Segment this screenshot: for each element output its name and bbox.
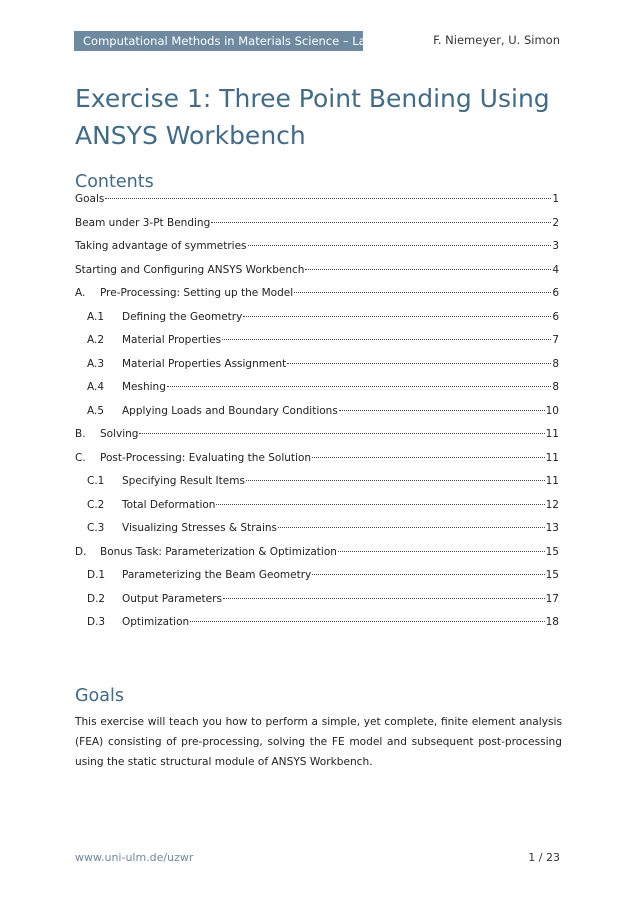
toc-dot-leader <box>211 222 551 223</box>
toc-entry-label: Solving <box>100 428 139 440</box>
toc-entry-page: 3 <box>552 240 559 252</box>
toc-entry-page: 10 <box>545 404 559 417</box>
toc-entry-page: 2 <box>552 216 559 229</box>
toc-entry[interactable] <box>75 499 559 523</box>
toc-entry[interactable] <box>75 193 559 217</box>
toc-dot-leader <box>105 198 551 199</box>
toc-entry-page: 17 <box>545 592 559 605</box>
toc-entry[interactable] <box>75 311 559 335</box>
header-course-badge: Computational Methods in Materials Science – Lab 1 <box>74 31 363 51</box>
footer-url-link[interactable]: www.uni-ulm.de/uzwr <box>75 851 194 864</box>
toc-entry-page: 7 <box>552 334 559 346</box>
toc-entry[interactable] <box>75 593 559 617</box>
toc-entry-number: A. <box>75 287 86 299</box>
toc-dot-leader <box>216 504 544 505</box>
toc-dot-leader <box>139 433 544 434</box>
toc-entry-number: A.1 <box>87 310 105 323</box>
toc-entry-page: 11 <box>545 428 559 440</box>
toc-entry-number: D.3 <box>87 616 106 628</box>
toc-entry[interactable] <box>75 569 559 593</box>
toc-entry[interactable] <box>75 217 559 241</box>
toc-entry-number: C.3 <box>87 522 105 534</box>
toc-entry[interactable] <box>75 334 559 358</box>
toc-entry[interactable] <box>75 358 559 382</box>
toc-entry[interactable] <box>75 546 559 570</box>
toc-entry-label: Pre-Processing: Setting up the Model <box>100 287 294 299</box>
toc-dot-leader <box>222 339 551 340</box>
toc-entry-page: 4 <box>552 263 559 276</box>
toc-entry-number: D.1 <box>87 569 106 581</box>
toc-entry-number: A.4 <box>87 381 105 393</box>
toc-entry[interactable] <box>75 522 559 546</box>
toc-entry[interactable] <box>75 240 559 264</box>
toc-entry-page: 1 <box>552 193 559 205</box>
toc-entry[interactable] <box>75 616 559 640</box>
toc-entry-label: Meshing <box>122 381 166 393</box>
toc-dot-leader <box>248 245 552 246</box>
toc-entry-page: 15 <box>545 569 559 581</box>
toc-entry-label: Parameterizing the Beam Geometry <box>122 569 312 581</box>
toc-entry-page: 11 <box>545 475 559 487</box>
toc-entry-number: A.5 <box>87 404 105 417</box>
toc-entry-page: 6 <box>552 287 559 299</box>
footer-page-number: 1 / 23 <box>528 851 560 864</box>
toc-entry-label: Goals <box>75 193 105 205</box>
toc-entry[interactable] <box>75 452 559 476</box>
toc-entry-label: Visualizing Stresses & Strains <box>122 522 277 534</box>
toc-entry-page: 18 <box>545 616 559 628</box>
toc-entry-page: 13 <box>545 522 559 534</box>
toc-dot-leader <box>278 527 545 528</box>
toc-entry-label: Material Properties Assignment <box>122 357 287 370</box>
toc-entry-label: Defining the Geometry <box>122 310 243 323</box>
toc-entry-number: A.3 <box>87 357 105 370</box>
toc-entry-page: 12 <box>545 498 559 511</box>
toc-entry-label: Output Parameters <box>122 592 222 605</box>
toc-entry[interactable] <box>75 475 559 499</box>
toc-entry-label: Specifying Result Items <box>122 475 245 487</box>
toc-entry[interactable] <box>75 287 559 311</box>
toc-entry-number: C.2 <box>87 498 105 511</box>
toc-dot-leader <box>338 551 545 552</box>
toc-entry-number: B. <box>75 428 86 440</box>
toc-entry-label: Material Properties <box>122 334 222 346</box>
toc-dot-leader <box>190 621 544 622</box>
toc-entry-label: Taking advantage of symmetries <box>75 240 247 252</box>
toc-dot-leader <box>287 363 551 364</box>
toc-entry-page: 8 <box>552 357 559 370</box>
table-of-contents <box>75 193 559 640</box>
toc-entry-label: Applying Loads and Boundary Conditions <box>122 404 338 417</box>
toc-entry[interactable] <box>75 428 559 452</box>
toc-entry[interactable] <box>75 405 559 429</box>
toc-entry-label: Beam under 3-Pt Bending <box>75 216 211 229</box>
toc-entry-label: Post-Processing: Evaluating the Solution <box>100 451 312 464</box>
toc-entry-page: 15 <box>545 545 559 558</box>
toc-entry-number: C. <box>75 451 86 464</box>
toc-entry-number: D.2 <box>87 592 106 605</box>
toc-dot-leader <box>243 316 551 317</box>
toc-dot-leader <box>246 480 545 481</box>
toc-entry-page: 11 <box>545 451 559 464</box>
toc-entry[interactable] <box>75 381 559 405</box>
toc-entry-number: C.1 <box>87 475 105 487</box>
toc-dot-leader <box>312 457 545 458</box>
toc-entry-label: Optimization <box>122 616 190 628</box>
toc-entry-number: D. <box>75 545 87 558</box>
toc-dot-leader <box>305 269 551 270</box>
toc-dot-leader <box>294 292 551 293</box>
toc-entry-label: Starting and Configuring ANSYS Workbench <box>75 263 305 276</box>
toc-dot-leader <box>167 386 551 387</box>
toc-entry-page: 8 <box>552 381 559 393</box>
toc-entry-page: 6 <box>552 310 559 323</box>
toc-entry-number: A.2 <box>87 334 105 346</box>
toc-entry[interactable] <box>75 264 559 288</box>
toc-dot-leader <box>339 410 545 411</box>
toc-dot-leader <box>223 598 545 599</box>
toc-entry-label: Bonus Task: Parameterization & Optimization <box>100 545 337 558</box>
contents-heading: Contents <box>75 172 154 192</box>
toc-entry-label: Total Deformation <box>122 498 216 511</box>
goals-heading: Goals <box>75 686 124 706</box>
toc-dot-leader <box>312 574 544 575</box>
page-title: Exercise 1: Three Point Bending Using ANSYS Workbench <box>75 84 550 150</box>
goals-paragraph: This exercise will teach you how to perform a simple, yet complete, finite element analysis (FEA) consisting of pre-processing, solving the FE model and subsequent post-processing using the static structural module of ANSYS Workbench. <box>75 716 562 768</box>
header-authors: F. Niemeyer, U. Simon <box>433 33 560 47</box>
